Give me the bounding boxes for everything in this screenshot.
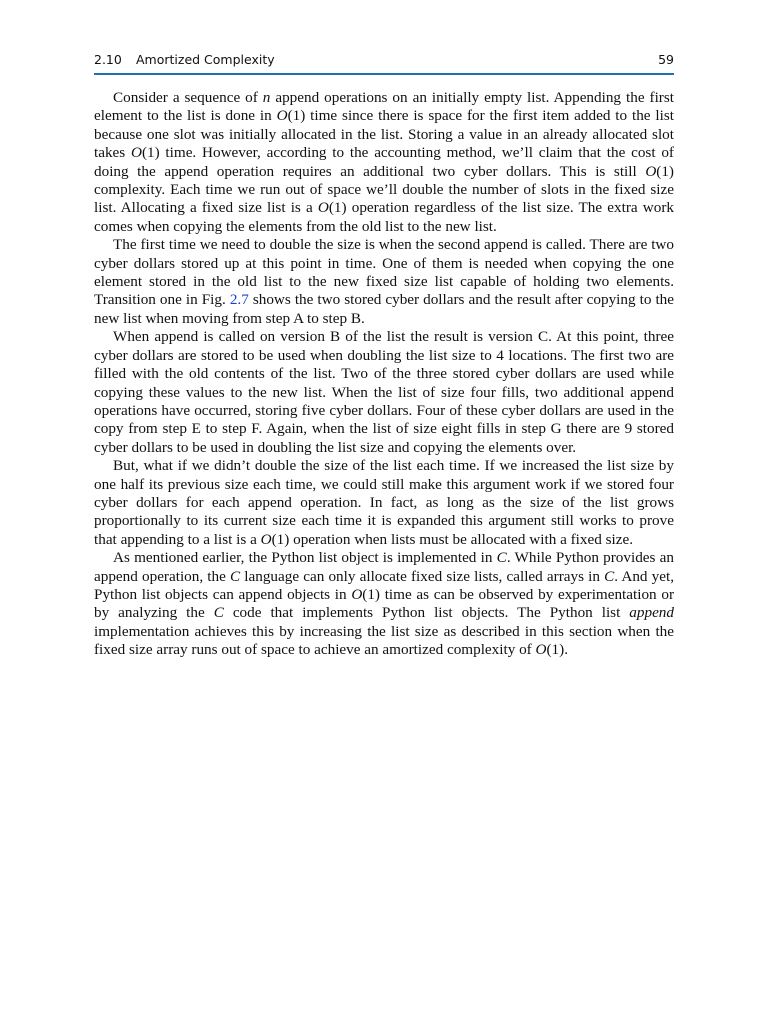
text-run: language can only allocate fixed size lists, called arrays in — [240, 567, 605, 585]
text-run: implementation achieves this by increasing the list size as described in this section when the fixed size array runs out of space to achieve an amortized complexity of — [94, 622, 674, 659]
text-run: shows the two stored cyber dollars and the result after copying to the new list when moving from step A to step B. — [94, 291, 674, 327]
page-number: 59 — [658, 52, 674, 67]
section-title: Amortized Complexity — [136, 52, 275, 67]
italic-text: O — [317, 199, 329, 217]
italic-text: n — [262, 89, 271, 106]
text-run: Consider a sequence of — [113, 89, 263, 106]
italic-text: O — [645, 162, 657, 180]
text-run: As mentioned earlier, the Python list object is implemented in — [113, 549, 497, 567]
text-run: (1). — [546, 641, 569, 659]
italic-text: C — [496, 549, 507, 567]
paragraph — [94, 236, 674, 328]
text-run: . While Python provides an append operation, the — [94, 549, 675, 585]
text-run: When append is called on version B of the list the result is version C. At this point, three cyber dollars are stored to be used when doubling the list size to 4 locations. The first two are filled with the old contents of the list. Two of the three stored cyber dollars are used while copying these values to the new list. When the list of size four fills, two additional append operations have occurred, storing five cyber dollars. Four of these cyber dollars are used in the copy from step E to step F. Again, when the list of size eight fills in step G there are 9 stored cyber dollars to be used in doubling the list size and copying the elements over. — [94, 328, 674, 456]
text-run: code that implements Python list objects. The Python list — [223, 604, 630, 622]
text-run: (1) time. However, according to the accounting method, we’ll claim that the cost of doing the append operation requires an additional two cyber dollars. This is still — [94, 144, 674, 180]
text-run: But, what if we didn’t double the size of the list each time. If we increased the list size by one half its previous size each time, we could still make this argument work if we stored four cyber dollars for each append operation. In fact, as long as the size of the list grows proportionally to its current size each time it is expanded this argument still works to prove that appending to a list is a — [94, 457, 674, 548]
text-run: (1) time since there is space for the first item added to the list because one slot was initially allocated in the list. Storing a value in an already allocated slot takes — [94, 107, 674, 162]
body-text — [94, 89, 674, 660]
text-run: (1) operation when lists must be allocated with a fixed size. — [271, 530, 634, 548]
italic-text: O — [351, 585, 363, 603]
italic-text: C — [230, 567, 241, 585]
paragraph — [94, 457, 674, 549]
text-run: (1) time as can be observed by experimentation or by analyzing the — [94, 585, 674, 622]
italic-text: C — [213, 604, 224, 622]
italic-text: O — [535, 641, 547, 659]
running-header — [94, 52, 674, 70]
text-run: (1) operation regardless of the list size. The extra work comes when copying the elements from the old list to the new list. — [94, 199, 675, 235]
text-run: The first time we need to double the size is when the second append is called. There are two cyber dollars stored up at this point in time. One of them is needed when copying the one element stored in the old list to the new fixed size list capable of holding two elements. Transition one in Fig. — [94, 236, 674, 309]
text-run: (1) complexity. Each time we run out of space we’ll double the number of slots in the fixed size list. Allocating a fixed size list is a — [94, 162, 674, 217]
text-run: append operations on an initially empty list. Appending the first element to the list is done in — [94, 89, 674, 125]
paragraph — [94, 549, 674, 659]
paragraph — [94, 328, 674, 457]
section-number: 2.10 — [94, 52, 122, 67]
italic-text: O — [260, 530, 272, 548]
italic-text: O — [130, 144, 142, 162]
italic-text: O — [276, 107, 288, 125]
figure-reference-link[interactable]: 2.7 — [229, 291, 249, 309]
text-run: . And yet, Python list objects can append objects in — [94, 567, 675, 603]
paragraph — [94, 89, 674, 236]
italic-text: append — [629, 604, 674, 622]
header-rule — [94, 73, 674, 75]
italic-text: C — [604, 567, 615, 585]
